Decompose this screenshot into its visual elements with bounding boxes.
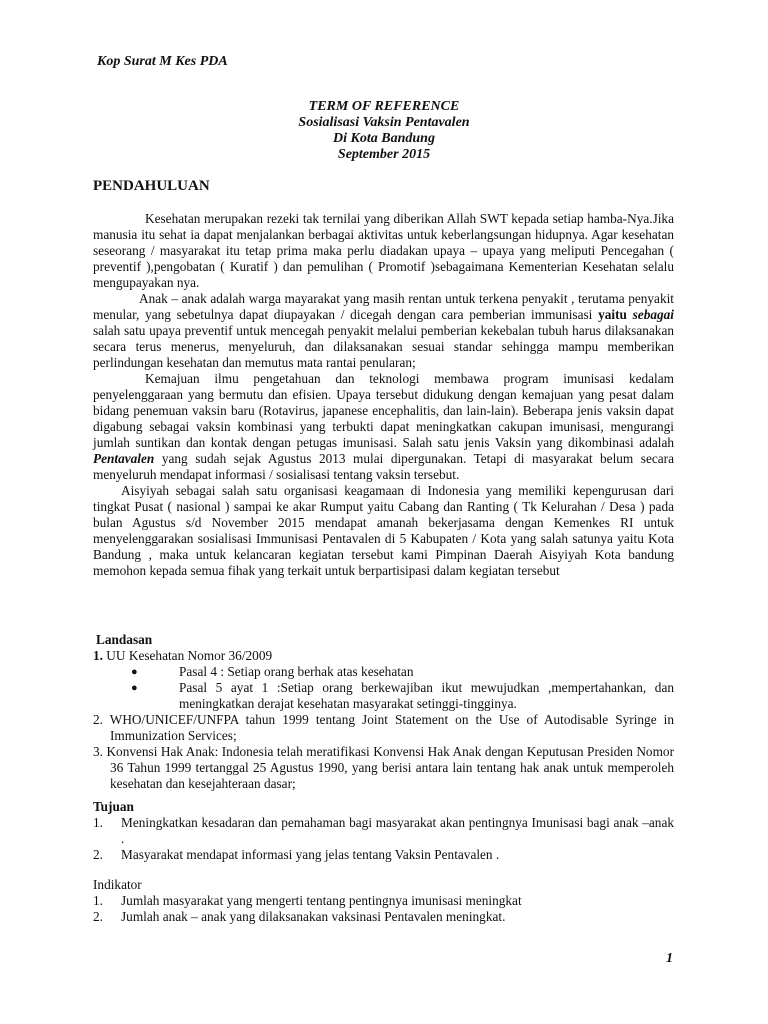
tujuan-section — [93, 799, 674, 863]
paragraph-1: Kesehatan merupakan rezeki tak ternilai yang diberikan Allah SWT kepada setiap hamba-Nya.Jika manusia itu sehat ia dapat menjalankan berbagai aktivitas untuk keberlangsungan hidupnya. Agar kesehatan seseorang / masyarakat itu tetap prima maka perlu diadakan upaya – upaya yang meliputi Pencegahan ( preventif ),pengobatan ( Kuratif ) dan pemulihan ( Promotif )sebagaimana Kementerian Kesehatan selalu mengupayakan nya. — [93, 211, 674, 290]
bullet-text: Pasal 4 : Setiap orang berhak atas kesehatan — [179, 664, 414, 679]
indikator-item-2 — [93, 909, 674, 925]
bullet-icon: ● — [131, 682, 138, 694]
section-heading-tujuan: Tujuan — [93, 799, 134, 814]
paragraph-2-bold-italic: sebagai — [632, 307, 674, 322]
paragraph-2 — [93, 291, 674, 371]
paragraph-2-text-cont: salah satu upaya preventif untuk mencegah penyakit melalui pemberian kekebalan tubuh harus dilaksanakan secara terus menerus, menyeluruh, dan dilaksanakan sesuai standar sehingga mampu memberikan perlindungan kesehatan dan memutus mata rantai penularan; — [93, 323, 674, 370]
landasan-bullet-1 — [131, 664, 674, 680]
letterhead-placeholder: Kop Surat M Kes PDA — [97, 54, 228, 69]
landasan-item-3: 3. Konvensi Hak Anak: Indonesia telah meratifikasi Konvensi Hak Anak dengan Keputusan Presiden Nomor 36 Tahun 1999 tertanggal 25 Agustus 1990, yang berisi antara lain tentang hak anak untuk memperoleh kesehatan dan kesejahteraan dasar; — [93, 744, 674, 791]
list-number: 2. — [93, 847, 103, 862]
tujuan-item-1 — [93, 815, 674, 847]
list-item-text: Meningkatkan kesadaran dan pemahaman bagi masyarakat akan pentingnya Imunisasi bagi anak –anak . — [121, 815, 674, 846]
paragraph-4: Aisyiyah sebagai salah satu organisasi keagamaan di Indonesia yang memiliki kepengurusan dari tingkat Pusat ( nasional ) sampai ke akar Rumput yaitu Cabang dan Ranting ( Tk Kelurahan / Desa ) pada bulan Agustus s/d November 2015 mendapat amanah bekerjasama dengan Kemenkes RI untuk menyelenggarakan sosialisasi Immunisasi Pentavalen di 5 Kabupaten / Kota yang salah satunya yaitu Kota Bandung , maka untuk kelancaran kegiatan tersebut kami Pimpinan Daerah Aisyiyah Kota bandung memohon kepada semua fihak yang terkait untuk berpartisipasi dalam kegiatan tersebut — [93, 483, 674, 578]
page-number: 1 — [666, 951, 673, 966]
list-number: 1. — [93, 648, 103, 663]
landasan-item-1-text: UU Kesehatan Nomor 36/2009 — [102, 648, 273, 663]
landasan-item-2: 2. WHO/UNICEF/UNFPA tahun 1999 tentang Joint Statement on the Use of Autodisable Syringe in Immunization Services; — [93, 712, 674, 743]
list-number: 2. — [93, 909, 103, 924]
list-number: 1. — [93, 893, 103, 908]
paragraph-2-text: Anak – anak adalah warga mayarakat yang masih rentan untuk terkena penyakit , terutama penyakit menular, yang sebetulnya dapat diupayakan / dicegah dengan cara pemberian immunisasi — [93, 291, 674, 322]
list-item-text: Jumlah anak – anak yang dilaksanakan vaksinasi Pentavalen meningkat. — [121, 909, 506, 924]
pentavalen-emphasis: Pentavalen — [93, 451, 155, 466]
list-number: 1. — [93, 815, 103, 830]
title-block — [0, 99, 768, 163]
section-heading-landasan: Landasan — [96, 632, 153, 647]
landasan-item-1 — [93, 648, 674, 664]
landasan-bullet-2 — [131, 680, 674, 712]
bullet-icon: ● — [131, 666, 138, 678]
doc-subtitle: Sosialisasi Vaksin Pentavalen — [298, 115, 470, 130]
doc-title: TERM OF REFERENCE — [308, 99, 460, 114]
indikator-item-1 — [93, 893, 674, 909]
indikator-section — [93, 877, 674, 925]
section-heading-indikator: Indikator — [93, 877, 142, 892]
list-item-text: Jumlah masyarakat yang mengerti tentang pentingnya imunisasi meningkat — [121, 893, 522, 908]
pendahuluan-body — [93, 211, 674, 579]
landasan-section — [93, 632, 674, 792]
paragraph-2-bold: yaitu — [598, 307, 633, 322]
paragraph-3-text-cont: yang sudah sejak Agustus 2013 mulai dipergunakan. Tetapi di masyarakat belum secara menyeluruh mendapat informasi / sosialisasi tentang vaksin tersebut. — [93, 451, 674, 482]
paragraph-3-text: Kemajuan ilmu pengetahuan dan teknologi membawa program imunisasi kedalam penyelenggaraan yang bermutu dan efisien. Upaya tersebut didukung dengan kemajuan yang pesat dalam bidang penemuan vaksin baru (Rotavirus, japanese encephalitis, dan lain-lain). Beberapa jenis vaksin dapat digabung sebagai vaksin kombinasi yang terbukti dapat meningkatkan cakupan imunisasi, mengurangi jumlah suntikan dan kontak dengan petugas imunisasi. Salah satu jenis Vaksin yang dikombinasi adalah — [93, 371, 674, 450]
tujuan-item-2 — [93, 847, 674, 863]
doc-date: September 2015 — [337, 147, 431, 162]
section-heading-pendahuluan: PENDAHULUAN — [93, 178, 210, 194]
bullet-text: Pasal 5 ayat 1 :Setiap orang berkewajiban ikut mewujudkan ,mempertahankan, dan meningkatkan derajat kesehatan masyarakat setinggi-tingginya. — [179, 680, 674, 711]
doc-location: Di Kota Bandung — [333, 131, 435, 146]
list-item-text: Masyarakat mendapat informasi yang jelas tentang Vaksin Pentavalen . — [121, 847, 500, 862]
paragraph-3 — [93, 371, 674, 483]
